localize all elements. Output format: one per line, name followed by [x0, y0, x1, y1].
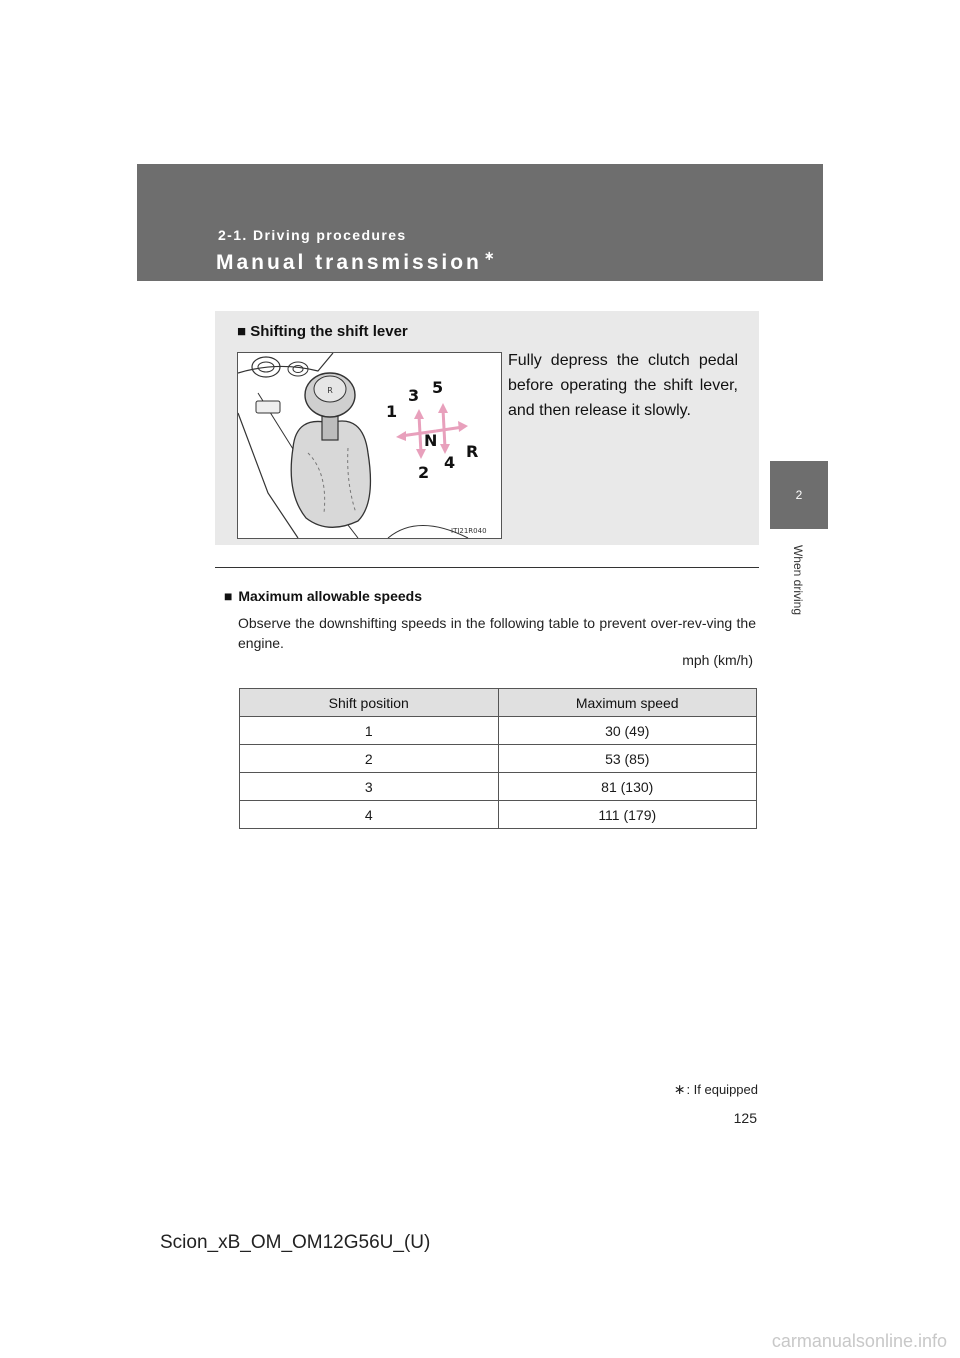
document-id: Scion_xB_OM_OM12G56U_(U): [160, 1232, 431, 1253]
maximum-speed-cell: 111 (179): [498, 801, 757, 829]
maximum-speed-cell: 30 (49): [498, 717, 757, 745]
gear-label-n: N: [424, 431, 438, 450]
gear-label-2: 2: [418, 463, 430, 482]
shift-position-cell: 1: [240, 717, 499, 745]
footnote-mark: ∗: [673, 1081, 686, 1097]
table-row: [240, 801, 757, 829]
note-heading-text: Maximum allowable speeds: [238, 588, 422, 604]
if-equipped-mark: ∗: [483, 248, 495, 263]
shift-lever-illustration: [238, 353, 501, 538]
gear-label-3: 3: [408, 386, 420, 405]
gear-label-r: R: [466, 442, 479, 461]
table-row: [240, 773, 757, 801]
chapter-side-label: When driving: [791, 544, 805, 616]
unit-note: mph (km/h): [682, 652, 753, 668]
panel-instruction: Fully depress the clutch pedal before operating the shift lever, and then release it slowly.: [508, 352, 738, 419]
section-label: 2-1. Driving procedures: [218, 227, 407, 243]
table-row: [240, 717, 757, 745]
footnote-text: : If equipped: [686, 1082, 758, 1097]
page-title-text: Manual transmission: [216, 251, 482, 274]
shift-position-cell: 4: [240, 801, 499, 829]
table-row: [240, 745, 757, 773]
note-heading: [224, 588, 422, 604]
chapter-tab[interactable]: 2: [770, 461, 828, 529]
gear-label-1: 1: [386, 402, 398, 421]
gear-label-5: 5: [432, 378, 444, 397]
figure-code: ITI21R040: [451, 527, 487, 535]
column-header-shift-position: Shift position: [240, 689, 499, 717]
maximum-speed-cell: 81 (130): [498, 773, 757, 801]
shift-position-cell: 2: [240, 745, 499, 773]
gear-label-4: 4: [444, 453, 456, 472]
svg-text:R: R: [327, 386, 333, 395]
max-speed-table: [239, 688, 757, 829]
note-bullet: ■: [224, 588, 233, 604]
page-number: 125: [733, 1110, 757, 1126]
section-divider: [215, 567, 759, 568]
shift-lever-figure: [237, 352, 502, 539]
column-header-maximum-speed: Maximum speed: [498, 689, 757, 717]
watermark[interactable]: carmanualsonline.info: [771, 1331, 947, 1351]
shifting-panel: [215, 311, 759, 545]
shift-position-cell: 3: [240, 773, 499, 801]
footnote: [674, 1081, 758, 1098]
maximum-speed-cell: 53 (85): [498, 745, 757, 773]
table-header-row: [240, 689, 757, 717]
panel-heading: ■ Shifting the shift lever: [237, 323, 408, 340]
page-title: [216, 248, 495, 275]
note-body: Observe the downshifting speeds in the following table to prevent over-rev-ving the engine.: [238, 615, 756, 651]
